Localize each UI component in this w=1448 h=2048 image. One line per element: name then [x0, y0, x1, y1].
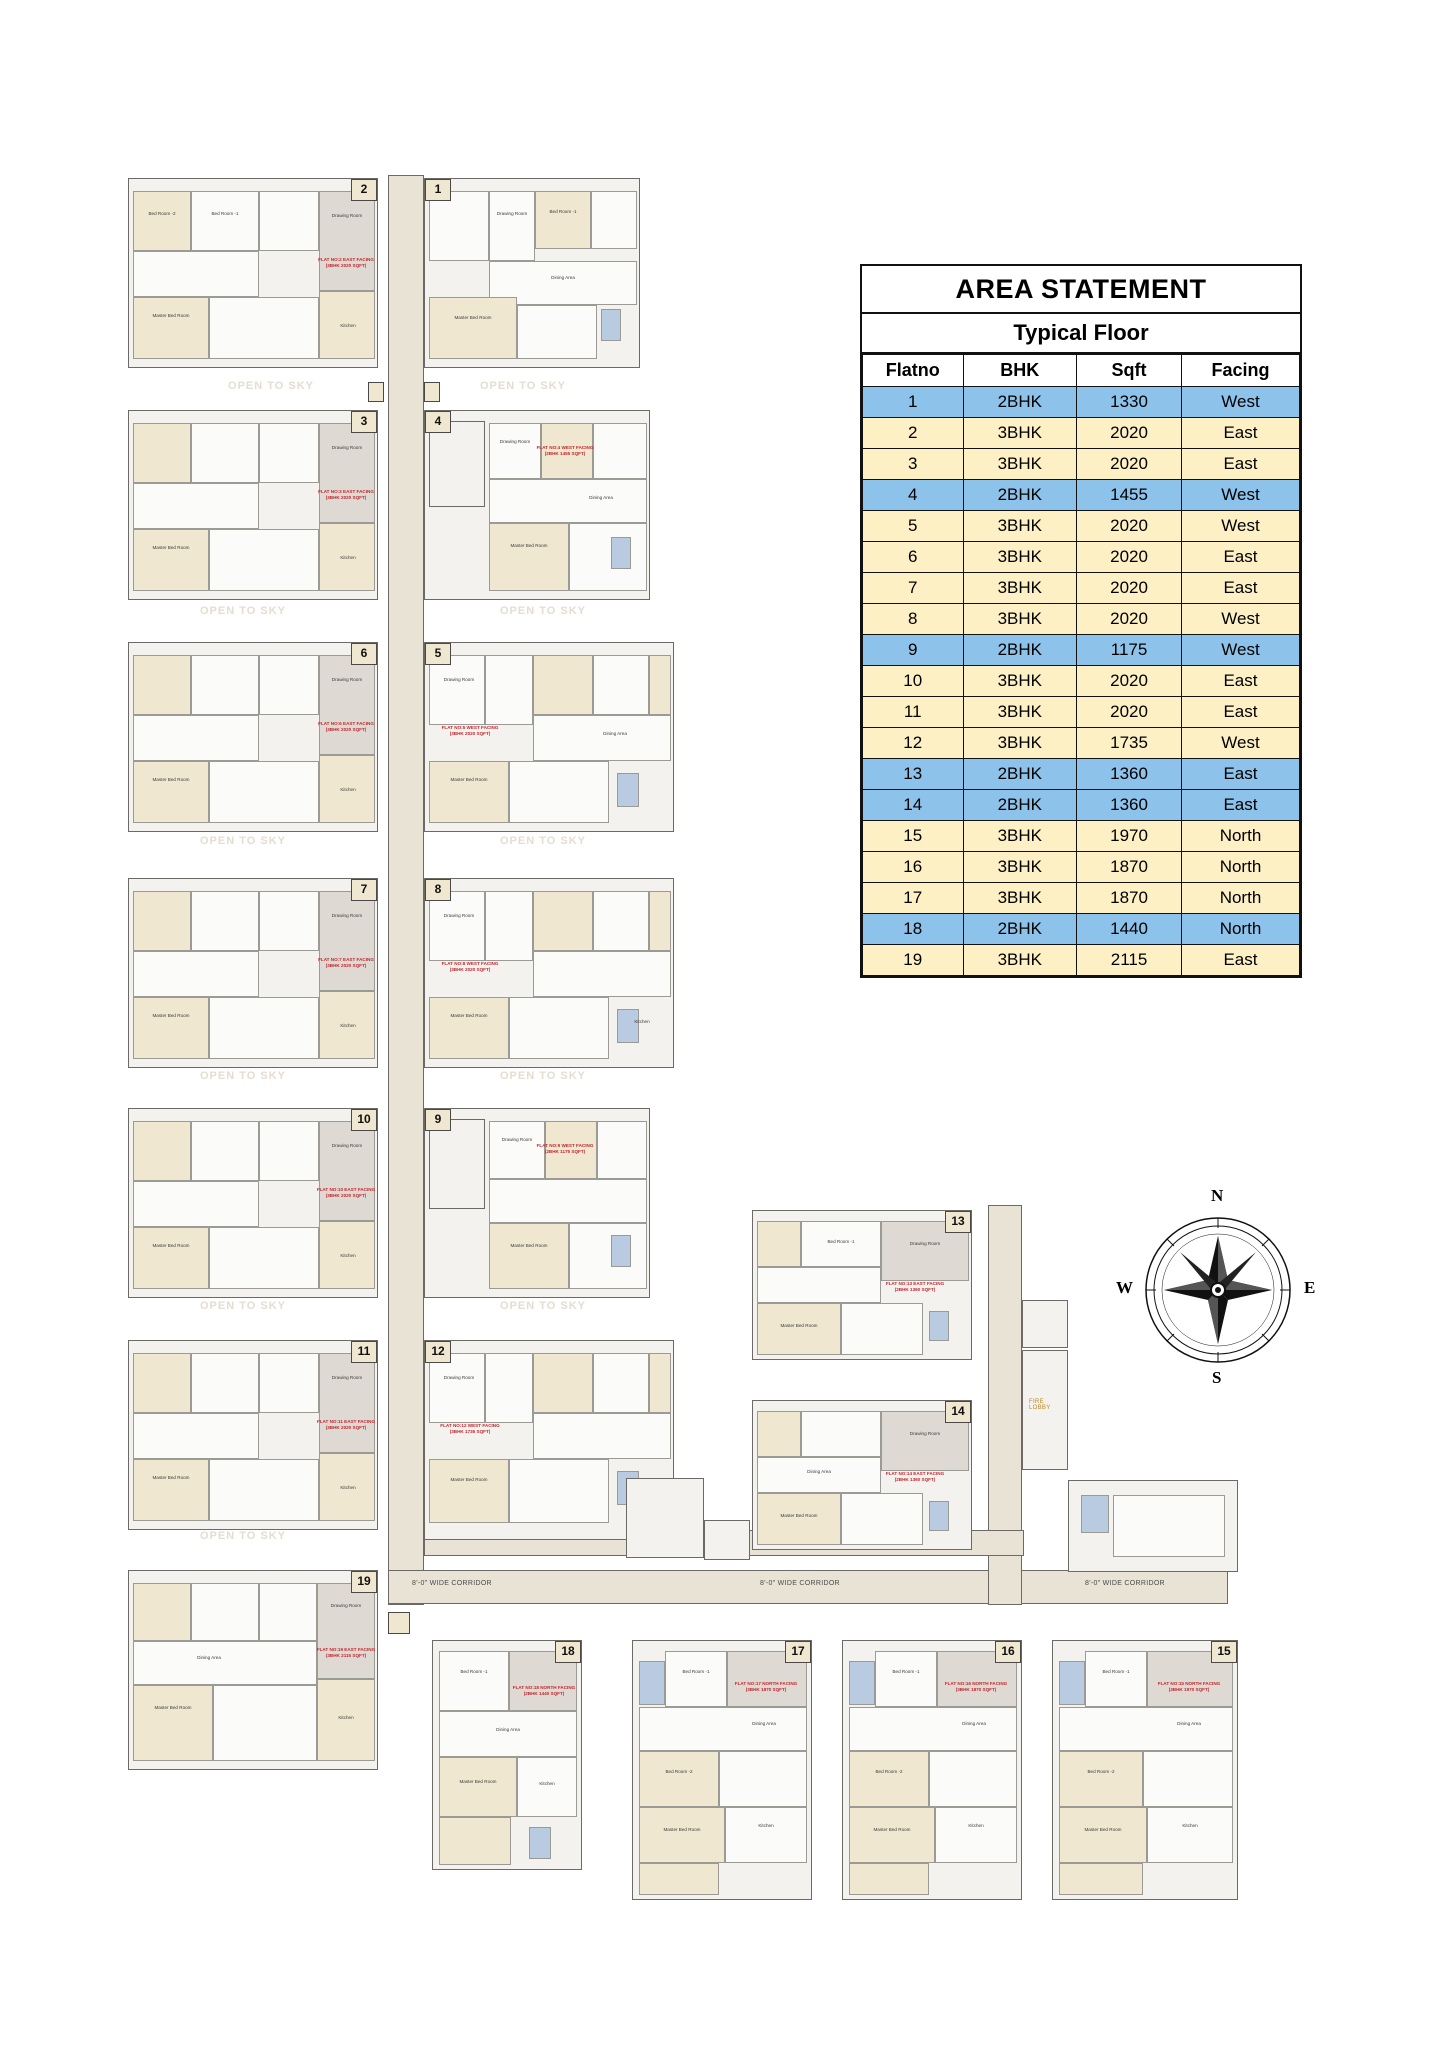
open-to-sky-label: OPEN TO SKY: [200, 1070, 286, 1082]
flat-unit-16[interactable]: [842, 1640, 1022, 1900]
area-statement-title: AREA STATEMENT: [862, 266, 1300, 314]
cell-flatno: 2: [863, 418, 964, 449]
room-label-bed1: Bed Room -1: [460, 1669, 488, 1674]
cell-sqft: 1360: [1077, 759, 1182, 790]
flat-note-13: FLAT NO:13 EAST FACING (2BHK 1360 SQFT): [885, 1281, 945, 1292]
room-label-dining: Dining Area: [807, 1469, 831, 1474]
room-label-master-bed: Master Bed Room: [780, 1513, 818, 1518]
table-row: [863, 666, 1300, 697]
cell-bhk: 3BHK: [963, 542, 1077, 573]
room-label-master-bed: Master Bed Room: [459, 1779, 497, 1784]
room-label-bed1: Bed Room -1: [682, 1669, 710, 1674]
room-label-drawing: Drawing Room: [331, 213, 363, 218]
room-label-master-bed: Master Bed Room: [663, 1827, 701, 1832]
cell-flatno: 1: [863, 387, 964, 418]
room-label-kitchen: Kitchen: [340, 1253, 356, 1258]
room-label-kitchen: Kitchen: [340, 787, 356, 792]
cell-sqft: 1970: [1077, 821, 1182, 852]
room-label-master-bed: Master Bed Room: [152, 1013, 190, 1018]
cell-bhk: 2BHK: [963, 480, 1077, 511]
unit-tag-1: 1: [425, 179, 451, 201]
flat-note-18: FLAT NO:18 NORTH FACING (2BHK 1440 SQFT): [512, 1685, 576, 1696]
room-label-kitchen: Kitchen: [338, 1715, 354, 1720]
open-to-sky-label: OPEN TO SKY: [500, 1300, 586, 1312]
cell-bhk: 3BHK: [963, 883, 1077, 914]
east-tail-block: [1068, 1480, 1238, 1572]
cell-facing: North: [1181, 883, 1299, 914]
cell-bhk: 3BHK: [963, 573, 1077, 604]
cell-flatno: 16: [863, 852, 964, 883]
table-row: [863, 635, 1300, 666]
cell-bhk: 3BHK: [963, 852, 1077, 883]
flat-note-16: FLAT NO:16 NORTH FACING (3BHK 1870 SQFT): [944, 1681, 1008, 1692]
flat-unit-13[interactable]: [752, 1210, 972, 1360]
cell-sqft: 2020: [1077, 511, 1182, 542]
flat-unit-1[interactable]: [424, 178, 640, 368]
open-to-sky-label: OPEN TO SKY: [228, 380, 314, 392]
room-label-drawing: Drawing Room: [331, 1143, 363, 1148]
cell-flatno: 6: [863, 542, 964, 573]
room-label-bed1: Bed Room -1: [892, 1669, 920, 1674]
unit-tag-17: 17: [785, 1641, 811, 1663]
room-label-drawing: Drawing Room: [909, 1241, 941, 1246]
column-header-sqft: Sqft: [1077, 355, 1182, 387]
unit-tag-6: 6: [351, 643, 377, 665]
open-to-sky-label: OPEN TO SKY: [200, 605, 286, 617]
unit-tag-3: 3: [351, 411, 377, 433]
flat-note-10: FLAT NO:10 EAST FACING (3BHK 2020 SQFT): [316, 1187, 376, 1198]
unit-tag-2: 2: [351, 179, 377, 201]
room-label-drawing: Drawing Room: [330, 1603, 362, 1608]
room-label-bed2: Bed Room -2: [665, 1769, 693, 1774]
open-to-sky-label: OPEN TO SKY: [200, 1530, 286, 1542]
cell-sqft: 1440: [1077, 914, 1182, 945]
cell-sqft: 2020: [1077, 573, 1182, 604]
cell-bhk: 3BHK: [963, 666, 1077, 697]
cell-facing: North: [1181, 821, 1299, 852]
column-header-flatno: Flatno: [863, 355, 964, 387]
room-label-master-bed: Master Bed Room: [152, 313, 190, 318]
compass-label-north: N: [1211, 1186, 1224, 1205]
lift-block-center: [704, 1520, 750, 1560]
cell-bhk: 3BHK: [963, 449, 1077, 480]
flat-unit-5[interactable]: [424, 642, 674, 832]
cell-flatno: 10: [863, 666, 964, 697]
cell-bhk: 3BHK: [963, 418, 1077, 449]
room-label-drawing: Drawing Room: [499, 439, 531, 444]
table-row: [863, 883, 1300, 914]
flat-note-17: FLAT NO:17 NORTH FACING (3BHK 1870 SQFT): [734, 1681, 798, 1692]
room-label-dining: Dining Area: [496, 1727, 520, 1732]
cell-bhk: 2BHK: [963, 635, 1077, 666]
room-label-bed2: Bed Room -2: [148, 211, 176, 216]
room-label-kitchen: Kitchen: [1182, 1823, 1198, 1828]
compass-rose: [1116, 1186, 1318, 1390]
flat-note-9: FLAT NO:9 WEST FACING (2BHK 1175 SQFT): [536, 1143, 594, 1154]
cell-facing: East: [1181, 666, 1299, 697]
cell-facing: East: [1181, 759, 1299, 790]
unit-tag-7: 7: [351, 879, 377, 901]
flat-note-12: FLAT NO:12 WEST FACING (3BHK 1735 SQFT): [440, 1423, 500, 1434]
room-label-master-bed: Master Bed Room: [450, 1477, 488, 1482]
open-to-sky-label: OPEN TO SKY: [500, 835, 586, 847]
room-label-drawing: Drawing Room: [443, 677, 475, 682]
room-label-drawing: Drawing Room: [331, 913, 363, 918]
unit-tag-15: 15: [1211, 1641, 1237, 1663]
table-row: [863, 945, 1300, 976]
cell-sqft: 2020: [1077, 697, 1182, 728]
open-to-sky-label: OPEN TO SKY: [200, 835, 286, 847]
flat-note-5: FLAT NO:5 WEST FACING (3BHK 2020 SQFT): [441, 725, 499, 736]
stair-block-center: [626, 1478, 704, 1558]
table-row: [863, 852, 1300, 883]
cell-facing: West: [1181, 635, 1299, 666]
flat-unit-4[interactable]: [424, 410, 650, 600]
table-row: [863, 759, 1300, 790]
table-row: [863, 914, 1300, 945]
room-label-bed1: Bed Room -1: [549, 209, 577, 214]
room-label-master-bed: Master Bed Room: [510, 543, 548, 548]
area-statement-table: [860, 264, 1302, 978]
cell-bhk: 2BHK: [963, 914, 1077, 945]
cell-facing: West: [1181, 387, 1299, 418]
column-header-bhk: BHK: [963, 355, 1077, 387]
cell-bhk: 2BHK: [963, 387, 1077, 418]
cell-sqft: 1360: [1077, 790, 1182, 821]
table-row: [863, 573, 1300, 604]
cell-sqft: 2020: [1077, 542, 1182, 573]
cell-sqft: 1175: [1077, 635, 1182, 666]
room-label-bed2: Bed Room -2: [1087, 1769, 1115, 1774]
room-label-master-bed: Master Bed Room: [154, 1705, 192, 1710]
room-label-dining: Dining Area: [603, 731, 627, 736]
flat-unit-2[interactable]: [128, 178, 378, 368]
table-row: [863, 449, 1300, 480]
cell-sqft: 2115: [1077, 945, 1182, 976]
room-label-drawing: Drawing Room: [909, 1431, 941, 1436]
cell-facing: East: [1181, 418, 1299, 449]
room-label-drawing: Drawing Room: [331, 445, 363, 450]
cell-flatno: 8: [863, 604, 964, 635]
room-label-kitchen: Kitchen: [340, 555, 356, 560]
cell-flatno: 4: [863, 480, 964, 511]
room-label-master-bed: Master Bed Room: [152, 777, 190, 782]
corridor-horizontal-bottom: [388, 1570, 1228, 1604]
cell-facing: East: [1181, 790, 1299, 821]
cell-bhk: 3BHK: [963, 604, 1077, 635]
fire-lobby-label: FIRE LOBBY: [1029, 1399, 1051, 1411]
unit-tag-8: 8: [425, 879, 451, 901]
flat-note-2: FLAT NO:2 EAST FACING (3BHK 2020 SQFT): [318, 257, 374, 268]
cell-bhk: 2BHK: [963, 790, 1077, 821]
room-label-drawing: Drawing Room: [331, 1375, 363, 1380]
room-label-dining: Dining Area: [589, 495, 613, 500]
flat-note-3: FLAT NO:3 EAST FACING (3BHK 2020 SQFT): [318, 489, 374, 500]
cell-sqft: 2020: [1077, 418, 1182, 449]
flat-note-19: FLAT NO:19 EAST FACING (3BHK 2115 SQFT): [316, 1647, 376, 1658]
room-label-master-bed: Master Bed Room: [152, 1475, 190, 1480]
room-label-kitchen: Kitchen: [340, 323, 356, 328]
flat-unit-3[interactable]: [128, 410, 378, 600]
room-label-drawing: Drawing Room: [443, 913, 475, 918]
unit-tag-10: 10: [351, 1109, 377, 1131]
cell-sqft: 2020: [1077, 604, 1182, 635]
unit-tag-11: 11: [351, 1341, 377, 1363]
cell-sqft: 1455: [1077, 480, 1182, 511]
cell-flatno: 9: [863, 635, 964, 666]
room-label-bed2: Bed Room -2: [875, 1769, 903, 1774]
cell-sqft: 2020: [1077, 666, 1182, 697]
cell-flatno: 13: [863, 759, 964, 790]
unit-tag-13: 13: [945, 1211, 971, 1233]
room-label-master-bed: Master Bed Room: [454, 315, 492, 320]
corridor-label-2: 8'-0" WIDE CORRIDOR: [760, 1580, 840, 1587]
room-label-master-bed: Master Bed Room: [873, 1827, 911, 1832]
cell-flatno: 14: [863, 790, 964, 821]
cell-bhk: 3BHK: [963, 728, 1077, 759]
cell-bhk: 2BHK: [963, 759, 1077, 790]
shaft-3: [388, 1612, 410, 1634]
table-row: [863, 387, 1300, 418]
table-row: [863, 728, 1300, 759]
unit-tag-14: 14: [945, 1401, 971, 1423]
room-label-kitchen: Kitchen: [634, 1019, 650, 1024]
cell-facing: North: [1181, 914, 1299, 945]
area-statement-subtitle: Typical Floor: [862, 314, 1300, 354]
flat-note-4: FLAT NO:4 WEST FACING (2BHK 1455 SQFT): [536, 445, 594, 456]
room-label-dining: Dining Area: [551, 275, 575, 280]
room-label-master-bed: Master Bed Room: [450, 777, 488, 782]
table-row: [863, 511, 1300, 542]
room-label-master-bed: Master Bed Room: [152, 1243, 190, 1248]
room-label-dining: Dining Area: [1177, 1721, 1201, 1726]
flat-unit-6[interactable]: [128, 642, 378, 832]
corridor-vertical: [388, 175, 424, 1605]
room-label-dining: Dining Area: [752, 1721, 776, 1726]
flat-note-6: FLAT NO:6 EAST FACING (3BHK 2020 SQFT): [318, 721, 374, 732]
table-row: [863, 542, 1300, 573]
compass-label-east: E: [1304, 1278, 1316, 1297]
flat-unit-19[interactable]: [128, 1570, 378, 1770]
table-header-row: [863, 355, 1300, 387]
cell-flatno: 5: [863, 511, 964, 542]
cell-sqft: 1330: [1077, 387, 1182, 418]
room-label-drawing: Drawing Room: [443, 1375, 475, 1380]
flat-unit-17[interactable]: [632, 1640, 812, 1900]
table-row: [863, 697, 1300, 728]
flat-unit-10[interactable]: [128, 1108, 378, 1298]
service-shaft: [1022, 1300, 1068, 1348]
cell-facing: West: [1181, 604, 1299, 635]
table-row: [863, 480, 1300, 511]
room-label-kitchen: Kitchen: [968, 1823, 984, 1828]
fire-lobby: [1022, 1350, 1068, 1470]
compass-label-west: W: [1116, 1278, 1133, 1297]
flat-note-14: FLAT NO:14 EAST FACING (2BHK 1360 SQFT): [885, 1471, 945, 1482]
table-row: [863, 418, 1300, 449]
cell-facing: North: [1181, 852, 1299, 883]
shaft-2: [424, 382, 440, 402]
flat-unit-11[interactable]: [128, 1340, 378, 1530]
shaft-1: [368, 382, 384, 402]
room-label-bed1: Bed Room -1: [827, 1239, 855, 1244]
unit-tag-4: 4: [425, 411, 451, 433]
cell-flatno: 7: [863, 573, 964, 604]
room-label-kitchen: Kitchen: [340, 1485, 356, 1490]
flat-unit-7[interactable]: [128, 878, 378, 1068]
unit-tag-5: 5: [425, 643, 451, 665]
flat-note-11: FLAT NO:11 EAST FACING (3BHK 2020 SQFT): [316, 1419, 376, 1430]
table-row: [863, 790, 1300, 821]
cell-bhk: 3BHK: [963, 821, 1077, 852]
room-label-kitchen: Kitchen: [340, 1023, 356, 1028]
table-row: [863, 604, 1300, 635]
cell-flatno: 18: [863, 914, 964, 945]
cell-sqft: 2020: [1077, 449, 1182, 480]
room-label-master-bed: Master Bed Room: [510, 1243, 548, 1248]
cell-facing: East: [1181, 573, 1299, 604]
cell-sqft: 1870: [1077, 883, 1182, 914]
cell-flatno: 19: [863, 945, 964, 976]
cell-bhk: 3BHK: [963, 697, 1077, 728]
flat-unit-9[interactable]: [424, 1108, 650, 1298]
room-label-dining: Dining Area: [962, 1721, 986, 1726]
cell-flatno: 3: [863, 449, 964, 480]
room-label-master-bed: Master Bed Room: [780, 1323, 818, 1328]
cell-facing: East: [1181, 697, 1299, 728]
unit-tag-16: 16: [995, 1641, 1021, 1663]
flat-note-15: FLAT NO:15 NORTH FACING (3BHK 1970 SQFT): [1157, 1681, 1221, 1692]
cell-sqft: 1870: [1077, 852, 1182, 883]
flat-note-8: FLAT NO:8 WEST FACING (3BHK 2020 SQFT): [441, 961, 499, 972]
flat-unit-14[interactable]: [752, 1400, 972, 1550]
cell-bhk: 3BHK: [963, 511, 1077, 542]
table-row: [863, 821, 1300, 852]
cell-facing: West: [1181, 480, 1299, 511]
cell-facing: East: [1181, 449, 1299, 480]
open-to-sky-label: OPEN TO SKY: [500, 605, 586, 617]
open-to-sky-label: OPEN TO SKY: [480, 380, 566, 392]
room-label-dining: Dining Area: [197, 1655, 221, 1660]
room-label-drawing: Drawing Room: [331, 677, 363, 682]
cell-facing: West: [1181, 728, 1299, 759]
open-to-sky-label: OPEN TO SKY: [500, 1070, 586, 1082]
cell-sqft: 1735: [1077, 728, 1182, 759]
unit-tag-9: 9: [425, 1109, 451, 1131]
room-label-master-bed: Master Bed Room: [1084, 1827, 1122, 1832]
cell-facing: East: [1181, 542, 1299, 573]
cell-facing: East: [1181, 945, 1299, 976]
cell-flatno: 12: [863, 728, 964, 759]
cell-bhk: 3BHK: [963, 945, 1077, 976]
room-label-master-bed: Master Bed Room: [152, 545, 190, 550]
room-label-kitchen: Kitchen: [539, 1781, 555, 1786]
corridor-label-1: 8'-0" WIDE CORRIDOR: [412, 1580, 492, 1587]
flat-unit-15[interactable]: [1052, 1640, 1238, 1900]
flat-note-7: FLAT NO:7 EAST FACING (3BHK 2020 SQFT): [318, 957, 374, 968]
room-label-bed1: Bed Room -1: [211, 211, 239, 216]
compass-icon: [1118, 1190, 1318, 1390]
column-header-facing: Facing: [1181, 355, 1299, 387]
unit-tag-18: 18: [555, 1641, 581, 1663]
cell-facing: West: [1181, 511, 1299, 542]
room-label-bed1: Bed Room -1: [1102, 1669, 1130, 1674]
unit-tag-19: 19: [351, 1571, 377, 1593]
room-label-kitchen: Kitchen: [758, 1823, 774, 1828]
compass-label-south: S: [1212, 1368, 1222, 1387]
room-label-drawing: Drawing Room: [496, 211, 528, 216]
corridor-label-3: 8'-0" WIDE CORRIDOR: [1085, 1580, 1165, 1587]
room-label-drawing: Drawing Room: [501, 1137, 533, 1142]
flat-unit-18[interactable]: [432, 1640, 582, 1870]
cell-flatno: 17: [863, 883, 964, 914]
open-to-sky-label: OPEN TO SKY: [200, 1300, 286, 1312]
flat-unit-8[interactable]: [424, 878, 674, 1068]
cell-flatno: 15: [863, 821, 964, 852]
cell-flatno: 11: [863, 697, 964, 728]
room-label-master-bed: Master Bed Room: [450, 1013, 488, 1018]
unit-tag-12: 12: [425, 1341, 451, 1363]
